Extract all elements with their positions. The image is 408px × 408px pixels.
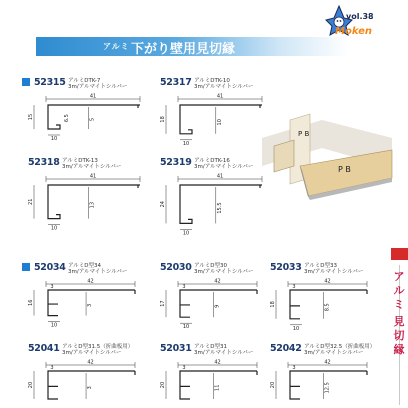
dimension-label: 20 — [160, 381, 166, 389]
dimension-label: 10 — [182, 140, 190, 147]
product-code: 52034 — [34, 262, 66, 273]
profile-section — [48, 290, 135, 316]
dimension-label: 41 — [89, 173, 97, 180]
profile-section — [48, 105, 140, 129]
photo-label: P B — [338, 165, 351, 174]
dimension-label: 41 — [216, 173, 224, 180]
product-name-line: アルミDTK-7 — [68, 78, 101, 84]
dimension-label: 10 — [50, 225, 58, 232]
product-code: 52042 — [270, 343, 302, 354]
product-spec-line: 3m/アルマイトシルバー — [68, 84, 128, 90]
product-spec-line: 3m/アルマイトシルバー — [62, 350, 122, 356]
product-spec-line: 3m/アルマイトシルバー — [62, 164, 122, 170]
dimension-label: 15 — [28, 113, 34, 121]
side-char: ア — [393, 270, 405, 283]
product-spec-line: 3m/アルマイトシルバー — [194, 84, 254, 90]
profile-drawing — [270, 276, 375, 330]
dimension-label: 20 — [270, 381, 276, 389]
product-spec-line: 3m/アルマイトシルバー — [194, 269, 254, 275]
dimension-label: 10 — [182, 230, 190, 237]
dimension-label: 20 — [28, 381, 34, 389]
profile-drawing — [28, 276, 143, 330]
product-name-line: アルミD型32.5（折曲板用） — [304, 344, 376, 350]
product-code: 52317 — [160, 77, 192, 88]
section-marker — [22, 78, 30, 86]
page-title: 下がり壁用見切縁 — [131, 42, 236, 57]
product-spec-line: 3m/アルマイトシルバー — [304, 269, 364, 275]
product-code: 52030 — [160, 262, 192, 273]
dimension-label: 24 — [160, 201, 166, 208]
side-char: ル — [393, 284, 405, 297]
dimension-label: 42 — [87, 278, 94, 285]
dimension-label: 15.5 — [216, 202, 223, 214]
dimension-label: 10 — [216, 119, 223, 126]
dimension-label: 18 — [160, 116, 166, 123]
dimension-label: 6.5 — [64, 114, 70, 123]
dimension-label: 9 — [214, 304, 221, 308]
profile-drawing — [160, 357, 265, 405]
banner-subtitle: アルミ — [103, 42, 130, 51]
product-name — [194, 263, 253, 275]
dimension-label: 3 — [50, 365, 54, 371]
product-name — [304, 263, 363, 275]
product-code: 52315 — [34, 77, 66, 88]
profile-drawing — [28, 357, 143, 405]
dimension-label: 12.5 — [324, 382, 331, 394]
dimension-label: 17 — [160, 300, 166, 307]
product-name-line: アルミD型31 — [194, 344, 228, 350]
product-name — [62, 344, 133, 356]
dimension-label: 16 — [28, 299, 34, 306]
product-name — [194, 344, 253, 356]
product-code: 52031 — [160, 343, 192, 354]
profile-section — [180, 290, 257, 317]
dimension-label: 3 — [292, 284, 296, 290]
photo-label: P B — [298, 130, 310, 138]
dimension-label: 8.5 — [324, 303, 331, 312]
dimension-label: 3 — [87, 386, 94, 390]
dimension-label: 21 — [28, 198, 34, 205]
dimension-label: 41 — [216, 93, 224, 100]
dimension-label: 42 — [87, 359, 94, 366]
dimension-label: 41 — [89, 93, 97, 100]
profile-drawing — [160, 91, 270, 147]
product-code: 52041 — [28, 343, 60, 354]
side-tab-label — [392, 270, 406, 357]
product-name-line: アルミDTK-13 — [62, 158, 98, 164]
side-char: 見 — [393, 315, 405, 328]
dimension-label: 3 — [182, 365, 186, 371]
dimension-label: 18 — [270, 301, 276, 308]
product-spec-line: 3m/アルマイトシルバー — [194, 350, 254, 356]
dimension-label: 3 — [87, 303, 94, 307]
product-name — [194, 78, 253, 90]
section-marker — [22, 263, 30, 271]
product-name-line: アルミD型33 — [304, 263, 338, 269]
side-tab-marker — [391, 248, 408, 260]
dimension-label: 5 — [89, 117, 96, 121]
dimension-label: 42 — [214, 359, 221, 366]
product-name-line: アルミDTK-10 — [194, 78, 230, 84]
dimension-label: 10 — [50, 136, 58, 142]
product-code: 52033 — [270, 262, 302, 273]
profile-section — [48, 371, 135, 399]
product-code: 52319 — [160, 157, 192, 168]
side-char: ミ — [393, 298, 405, 311]
dimension-label: 10 — [50, 322, 58, 329]
product-name — [68, 78, 127, 90]
dimension-label: 3 — [292, 365, 296, 371]
product-spec-line: 3m/アルマイトシルバー — [68, 269, 128, 275]
product-name-line: アルミD型34 — [68, 263, 102, 269]
product-name — [62, 158, 121, 170]
product-name-line: アルミD型30 — [194, 263, 228, 269]
product-name — [68, 263, 127, 275]
brand-name: Moken — [335, 26, 373, 37]
side-char: 縁 — [393, 343, 405, 356]
profile-drawing — [160, 171, 270, 237]
dimension-label: 3 — [182, 284, 186, 290]
profile-drawing — [28, 91, 148, 147]
dimension-label: 10 — [292, 325, 300, 332]
product-spec-line: 3m/アルマイトシルバー — [194, 164, 254, 170]
product-code: 52318 — [28, 157, 60, 168]
dimension-label: 11 — [214, 384, 221, 391]
dimension-label: 42 — [214, 278, 221, 285]
profile-drawing — [28, 171, 148, 232]
dimension-label: 10 — [182, 324, 190, 331]
dimension-label: 3 — [50, 284, 54, 290]
installation-photo — [252, 108, 392, 208]
side-char: 切 — [393, 329, 405, 342]
product-name-line: アルミD型31.5（折曲板用） — [62, 344, 134, 350]
product-name-line: アルミDTK-16 — [194, 158, 230, 164]
dimension-label: 42 — [324, 359, 331, 366]
dimension-label: 13 — [89, 201, 96, 209]
product-name — [304, 344, 375, 356]
dimension-label: 42 — [324, 278, 331, 285]
product-spec-line: 3m/アルマイトシルバー — [304, 350, 364, 356]
profile-drawing — [270, 357, 375, 405]
volume-label: vol.38 — [346, 12, 374, 21]
profile-drawing — [160, 276, 265, 330]
product-name — [194, 158, 253, 170]
profile-section — [48, 185, 140, 219]
